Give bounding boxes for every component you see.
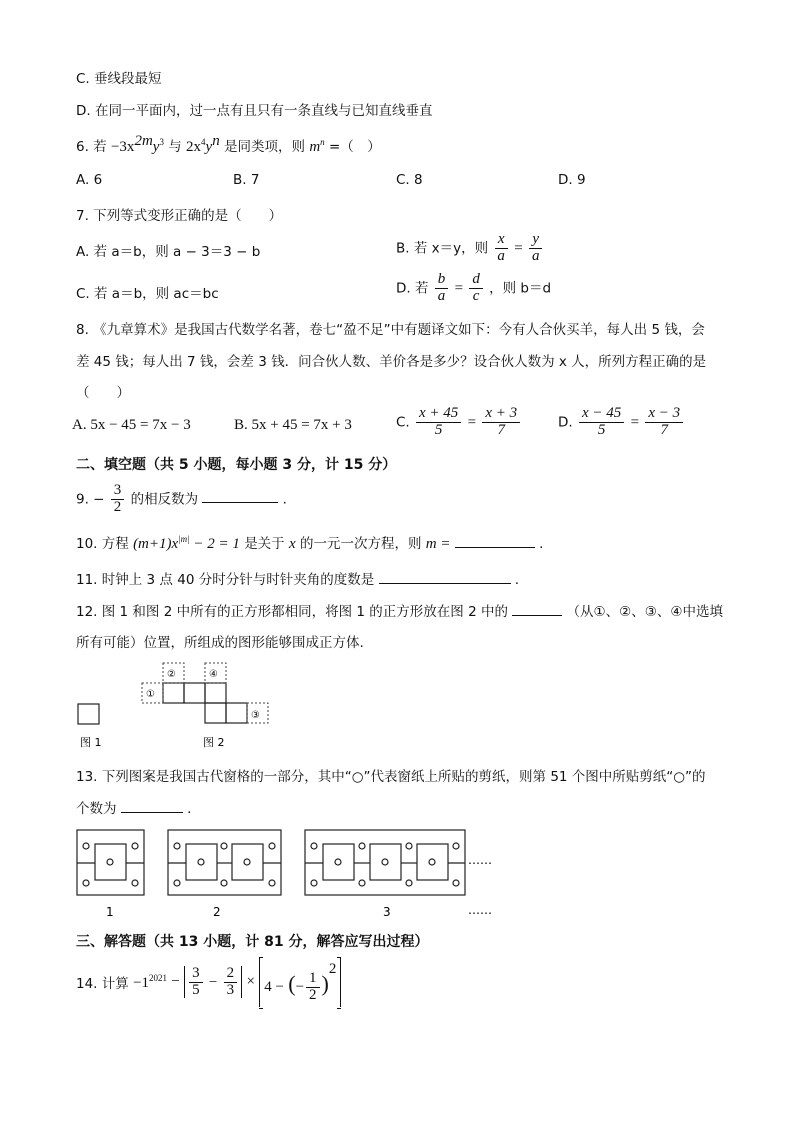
q6-term2: $2x^4y^n$ [186,133,220,155]
q12-line-1: 12. 图 1 和图 2 中所有的正方形都相同，将图 1 的正方形放在图 2 中的 （从①、②、③、④中选填 [76,600,723,620]
q11: 11. 时钟上 3 点 40 分时分针与时针夹角的度数是 . [76,568,519,588]
q13-line-2: 个数为 . [76,797,191,817]
svg-text:②: ② [167,669,176,680]
q12-figures [70,660,290,752]
section-3-title: 三、解答题（共 13 小题，计 81 分，解答应写出过程） [76,934,429,950]
q7-option-d: D. 若 $\frac{b}{a}$ = $\frac{d}{c}$ ，则 b＝d [396,271,552,304]
q7-option-b: B. 若 x＝y，则 $\frac{x}{a}$ = $\frac{y}{a}$ [396,232,544,265]
answer-blank[interactable] [512,601,562,616]
fig1-label: 图 1 [80,736,102,749]
fig2-label: 图 2 [203,736,225,749]
q6-term1: $-3x^{2m}y^3$ [110,133,164,155]
fraction: $\frac{b}{a}$ [435,272,449,305]
bracket-expression: 4 − (− $\frac{1}{2}$ )$^2$ [259,957,341,1007]
q8-line-3: （ ） [76,385,130,401]
q8-option-b: B. 5x + 45 = 7x + 3 [234,417,352,433]
answer-blank[interactable] [379,569,511,584]
q7-option-a: A. 若 a＝b，则 a − 3＝3 − b [76,244,261,260]
q6-option-a: A. 6 [76,172,103,188]
answer-blank[interactable] [121,798,183,813]
fraction: $\frac{y}{a}$ [529,232,543,265]
section-2-title: 二、填空题（共 5 小题，每小题 3 分，计 15 分） [76,457,397,473]
q13-window-patterns [70,826,510,922]
q13-line-1: 13. 下列图案是我国古代窗格的一部分，其中“○”代表窗纸上所贴的剪纸，则第 51 个图中所贴剪纸“○”的 [76,769,706,785]
q8-line-1: 8. 《九章算术》是我国古代数学名著，卷七“盈不足”中有题译文如下：今有人合伙买羊，每人出 5 钱，会 [76,322,705,338]
q6-option-b: B. 7 [233,172,260,188]
q6-option-d: D. 9 [558,172,586,188]
fig1-square [78,704,99,724]
q7-option-c: C. 若 a＝b，则 ac＝bc [76,286,219,302]
fraction: $\frac{3}{2}$ [111,483,125,516]
pattern-3-frame [305,830,465,895]
q7-stem: 7. 下列等式变形正确的是（ ） [76,208,283,224]
q5-option-d: D. 在同一平面内，过一点有且只有一条直线与已知直线垂直 [76,103,433,119]
svg-text:……: …… [468,903,492,917]
answer-blank[interactable] [455,533,535,548]
q8-line-2: 差 45 钱；每人出 7 钱，会差 3 钱．问合伙人数、羊价各是多少？设合伙人数为 x 人，所列方程正确的是 [76,354,707,370]
pattern-3-label: 3 [383,905,391,919]
svg-text:①: ① [146,689,155,700]
fraction: $\frac{3}{5}$ [189,966,203,999]
fraction: $\frac{x + 45}{5}$ [416,406,461,439]
pattern-1-label: 1 [106,905,114,919]
q10: 10. 方程 $(m+1)x^{|m|} - 2 = 1$ 是关于 x 的一元一次方程，则 m = . [76,534,544,552]
q5-option-c: C. 垂线段最短 [76,71,162,87]
q6-stem: 6. 若 $-3x^{2m}y^3$ 与 $2x^4y^n$ 是同类项，则 $m^n$ =（ ） [76,133,381,155]
q14: 14. 计算 $-1^{2021}$ − $\frac{3}{5}$ − $\frac{2}{3}$ × 4 − (− $\frac{1}{2}$ )$^2$ [76,957,341,1007]
q9: 9. − $\frac{3}{2}$ 的相反数为 . [76,482,287,515]
q6-power: $m^n$ [309,137,325,155]
q8-option-a: A. 5x − 45 = 7x − 3 [72,417,191,433]
absolute-value: $\frac{3}{5}$ − $\frac{2}{3}$ [184,966,242,999]
fraction: $\frac{x}{a}$ [494,232,508,265]
answer-blank[interactable] [202,488,278,503]
fraction: $\frac{d}{c}$ [469,272,483,305]
fraction: $\frac{x - 45}{5}$ [579,406,624,439]
svg-text:……: …… [468,853,492,867]
q6-option-c: C. 8 [396,172,423,188]
pattern-2-label: 2 [213,905,221,919]
q8-option-d: D. $\frac{x - 45}{5}$ = $\frac{x - 3}{7}$ [558,406,685,439]
fraction: $\frac{x - 3}{7}$ [645,406,683,439]
fraction: $\frac{2}{3}$ [224,966,238,999]
fraction: $\frac{x + 3}{7}$ [482,406,520,439]
q12-line-2: 所有可能）位置，所组成的图形能够围成正方体. [76,635,364,651]
fraction: $\frac{1}{2}$ [306,971,320,1004]
q8-option-c: C. $\frac{x + 45}{5}$ = $\frac{x + 3}{7}$ [396,406,522,439]
svg-text:④: ④ [209,669,218,680]
svg-text:③: ③ [251,710,260,721]
